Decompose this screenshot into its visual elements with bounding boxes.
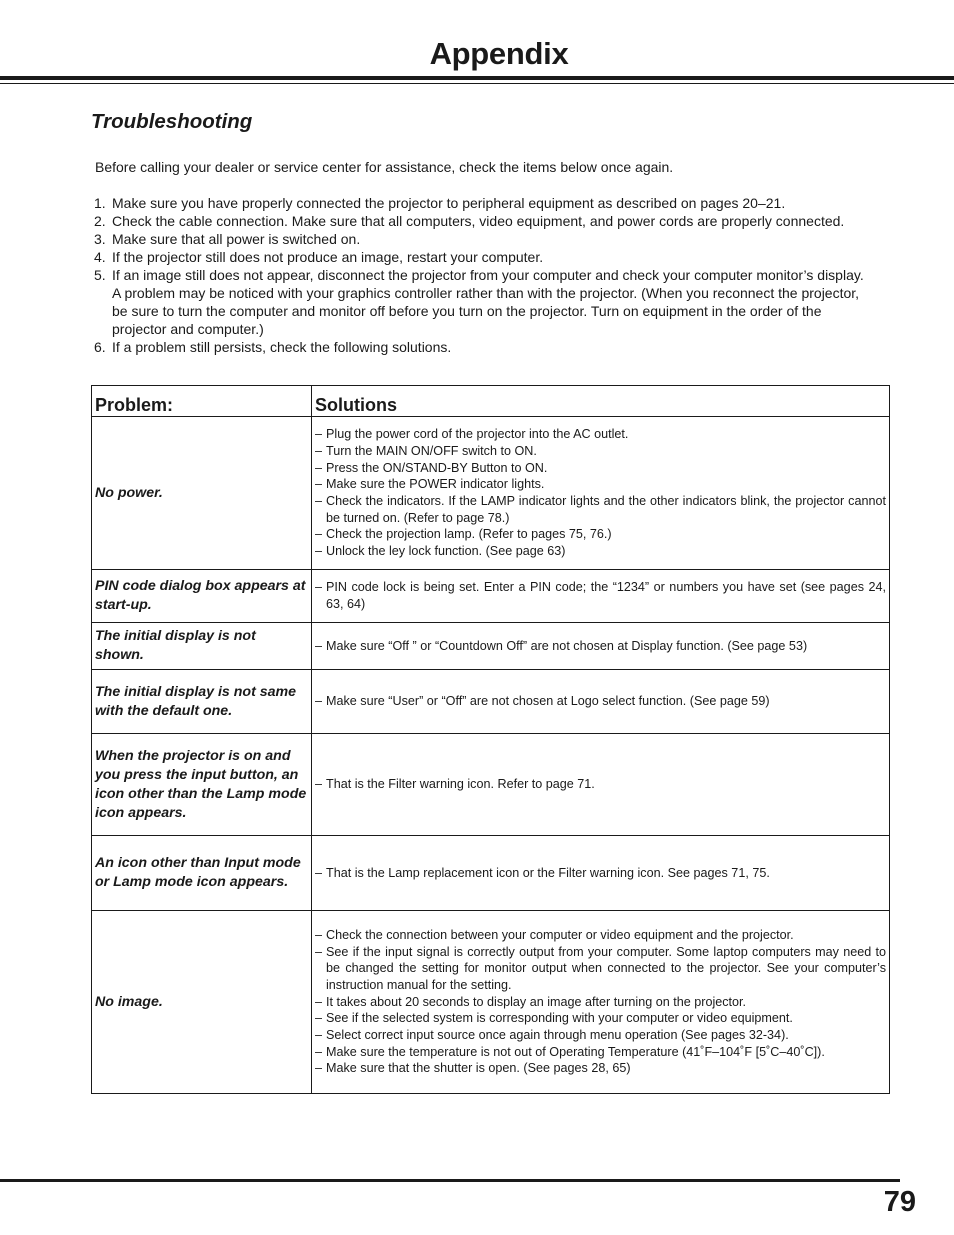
checklist-number: 5. (94, 267, 106, 283)
solution-item: – See if the selected system is corresponding with your computer or video equipment. (315, 1010, 886, 1027)
solution-item: – Make sure “User” or “Off” are not chosen at Logo select function. (See page 59) (315, 693, 886, 710)
table-row (92, 911, 890, 1094)
section-title: Troubleshooting (91, 110, 253, 133)
solution-item: – Make sure “Off ” or “Countdown Off” are not chosen at Display function. (See page 53) (315, 638, 886, 655)
solutions-cell (312, 836, 890, 911)
checklist-item (94, 266, 874, 338)
solution-item: – Check the projection lamp. (Refer to pages 75, 76.) (315, 526, 886, 543)
solution-item: – Make sure the temperature is not out of Operating Temperature (41˚F–104˚F [5˚C–40˚C]). (315, 1044, 886, 1061)
solutions-list (315, 579, 886, 612)
solutions-list (315, 865, 886, 882)
solutions-cell (312, 911, 890, 1094)
checklist-text: If the projector still does not produce an image, restart your computer. (112, 249, 544, 265)
solution-item: – Select correct input source once again through menu operation (See pages 32-34). (315, 1027, 886, 1044)
solution-item: – Plug the power cord of the projector into the AC outlet. (315, 426, 886, 443)
checklist-text: If an image still does not appear, disconnect the projector from your computer and check your computer monitor’s display. A problem may be noticed with your graphics controller rather than with the projector. (When you reconnect the projector, be sure to turn the computer and monitor off before you turn on the projector. Turn on equipment in the order of the projector and computer.) (112, 267, 864, 337)
checklist-number: 6. (94, 339, 106, 355)
solution-item: – Unlock the ley lock function. (See page 63) (315, 543, 886, 560)
problem-cell: An icon other than Input mode or Lamp mode icon appears. (92, 836, 312, 911)
problem-cell: The initial display is not same with the default one. (92, 670, 312, 734)
table-row (92, 734, 890, 836)
checklist-text: Check the cable connection. Make sure that all computers, video equipment, and power cords are properly connected. (112, 213, 845, 229)
solutions-header: Solutions (312, 386, 890, 417)
footer-rule (0, 1179, 900, 1182)
solution-item: – Make sure that the shutter is open. (See pages 28, 65) (315, 1060, 886, 1077)
solutions-list (315, 638, 886, 655)
solution-item: – Make sure the POWER indicator lights. (315, 476, 886, 493)
solution-item: – Check the connection between your computer or video equipment and the projector. (315, 927, 886, 944)
problem-cell: When the projector is on and you press the input button, an icon other than the Lamp mode icon appears. (92, 734, 312, 836)
problem-cell: No power. (92, 417, 312, 570)
checklist-item (94, 230, 874, 248)
checklist-text: Make sure you have properly connected the projector to peripheral equipment as described on pages 20–21. (112, 195, 786, 211)
solutions-list (315, 693, 886, 710)
solution-item: – Check the indicators. If the LAMP indicator lights and the other indicators blink, the projector cannot be turned on. (Refer to page 78.) (315, 493, 886, 526)
table-header-row (92, 386, 890, 417)
solutions-cell (312, 623, 890, 670)
title-rule-thin (0, 83, 954, 84)
checklist-number: 4. (94, 249, 106, 265)
table-row (92, 670, 890, 734)
solution-item: – It takes about 20 seconds to display an image after turning on the projector. (315, 994, 886, 1011)
solutions-cell (312, 734, 890, 836)
checklist-number: 3. (94, 231, 106, 247)
solution-item: – That is the Lamp replacement icon or the Filter warning icon. See pages 71, 75. (315, 865, 886, 882)
page-title: Appendix (429, 36, 569, 71)
table-row (92, 836, 890, 911)
solutions-list (315, 776, 886, 793)
solution-item: – Press the ON/STAND-BY Button to ON. (315, 460, 886, 477)
problem-cell: No image. (92, 911, 312, 1094)
title-rule (0, 76, 954, 80)
solution-item: – PIN code lock is being set. Enter a PIN code; the “1234” or numbers you have set (see pages 24, 63, 64) (315, 579, 886, 612)
solution-item: – Turn the MAIN ON/OFF switch to ON. (315, 443, 886, 460)
page-number: 79 (883, 1186, 916, 1218)
solutions-list (315, 927, 886, 1077)
checklist-item (94, 194, 874, 212)
checklist-item (94, 248, 874, 266)
checklist-item (94, 212, 874, 230)
solutions-cell (312, 417, 890, 570)
intro-text: Before calling your dealer or service center for assistance, check the items below once again. (95, 159, 674, 175)
table-row (92, 623, 890, 670)
problem-cell: The initial display is not shown. (92, 623, 312, 670)
problem-cell: PIN code dialog box appears at start-up. (92, 570, 312, 623)
checklist (94, 194, 874, 356)
problem-header: Problem: (92, 386, 312, 417)
checklist-text: If a problem still persists, check the following solutions. (112, 339, 452, 355)
troubleshooting-table (91, 385, 890, 1094)
checklist-number: 2. (94, 213, 106, 229)
solution-item: – See if the input signal is correctly output from your computer. Some laptop computers may need to be changed the setting for monitor output when connected to the projector. See your computer’s instruction manual for the setting. (315, 944, 886, 994)
solution-item: – That is the Filter warning icon. Refer to page 71. (315, 776, 886, 793)
solutions-cell (312, 670, 890, 734)
checklist-item (94, 338, 874, 356)
checklist-number: 1. (94, 195, 106, 211)
table-row (92, 570, 890, 623)
checklist-text: Make sure that all power is switched on. (112, 231, 361, 247)
solutions-cell (312, 570, 890, 623)
solutions-list (315, 426, 886, 560)
table-row (92, 417, 890, 570)
